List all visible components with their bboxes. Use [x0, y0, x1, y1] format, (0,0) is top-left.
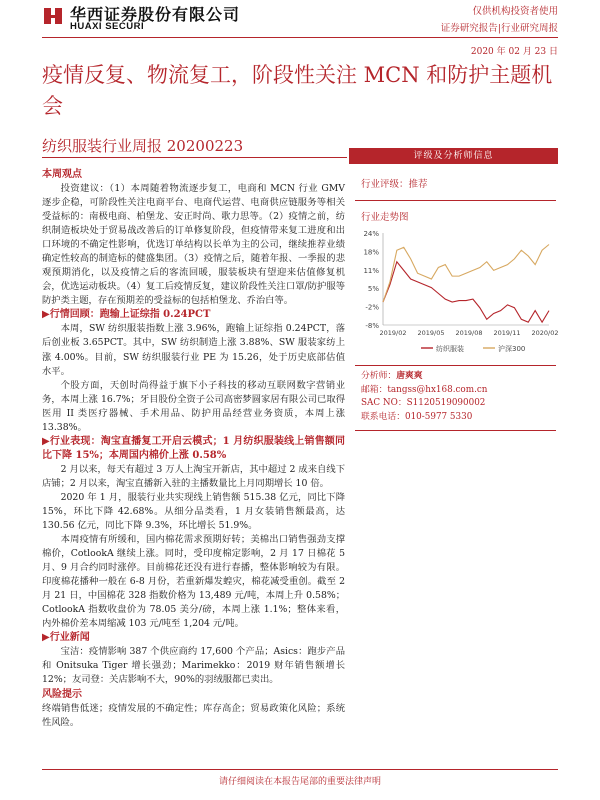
- y-tick-label: 5%: [367, 285, 379, 294]
- paragraph-risk: 终端销售低迷；疫情发展的不确定性；库存高企；贸易政策化风险；系统性风险。: [42, 702, 345, 728]
- sidebar-divider: [355, 430, 556, 431]
- analyst-sidebar: [349, 148, 558, 431]
- analyst-sac: SAC NO：S1120519090002: [361, 398, 486, 408]
- analyst-email: 邮箱：tangss@hx168.com.cn: [361, 384, 488, 395]
- header-divider: [42, 37, 558, 38]
- legal-disclaimer: 请仔细阅读在本报告尾部的重要法律声明: [218, 777, 381, 787]
- x-tick-label: 2020/02: [531, 329, 558, 337]
- x-tick-label: 2019/11: [493, 329, 521, 337]
- legend-label: 纺织服装: [436, 345, 464, 353]
- triangle-bullet-icon: ▶: [42, 632, 50, 644]
- y-tick-label: -2%: [365, 303, 379, 312]
- analyst-info: [349, 370, 558, 424]
- paragraph-investment: 投资建议：（1）本周随着物流逐步复工，电商和 MCN 行业 GMV 逐步企稳，可阶段性关注电商平台、电商代运营、电商供应链服务等相关受益标的：南极电商、柏堡龙、安正时尚、歌力思等。（2）疫情之前，纺织制造板块处于贸易战改善后的订单修复阶段，但疫情带来复工进度和出口环境的不确定性影响，优选订单结构以长单为主的公司，继续推荐业绩确定性较高的制造标的健盛集团。（3）疫情之后，随着年报、一季报的悲观预期消化，以及疫情之后的客流回暖，服装板块有望迎来估值修复机会，优选运动板块。（4）复工后疫情反复，建议阶段性关注口罩/防护服等防护类主题，存在预期差的受益标的包括柏堡龙、乔治白等。: [42, 183, 345, 307]
- company-name-en: HUAXI SECURI: [70, 21, 145, 32]
- paragraph-cotton: 本周疫情有所缓和，国内棉花需求预期好转；美棉出口销售强劲支撑棉价，CotlookA 继续上涨。同时，受印度棉定影响，2 月 17 日棉花 5 月、9 月合约同时涨停。目前棉花还没有进行春播，整体影响较为有限。印度棉花播种一般在 6-8 月份，若重新爆发蝗灾，棉花减受重创。截至 2 月 21 日，中国棉花 328 指数价格为 13,489 元/吨，本周上升 0.58%；CotlookA 指数收盘价为 78.05 美分/磅，本周上涨 1.1%；整体来看，内外棉价差本周缩减 103 元/吨至 1,204 元/吨。: [42, 534, 345, 630]
- section-heading-news: ▶行业新闻: [42, 632, 90, 644]
- paragraph-market: 本周，SW 纺织服装指数上涨 3.96%，跑输上证综指 0.24PCT，落后创业板 3.65PCT。其中，SW 纺织制造上涨 3.88%、SW 服装家纺上涨 4.00%。目前，SW 纺织服装行业 PE 为 15.26，处于历史底部估值水平。: [42, 323, 345, 377]
- report-body: [42, 168, 345, 730]
- section-heading-view: 本周观点: [42, 169, 82, 180]
- analyst-name: 唐爽爽: [396, 371, 423, 381]
- y-tick-label: -8%: [365, 322, 379, 330]
- footer-divider: [42, 769, 558, 770]
- company-name-cn: 华西证券股份有限公司: [70, 5, 241, 24]
- x-tick-label: 2019/02: [379, 329, 407, 337]
- report-type-tag: 证券研究报告|行业研究周报: [440, 23, 558, 34]
- paragraph-news: 宝洁：疫情影响 387 个供应商约 17,600 个产品；Asics：跑步产品和 Onitsuka Tiger 增长强劲；Marimekko：2019 财年销售额增长 12%；友司登：关店影响不大，90%的羽绒服都已卖出。: [42, 646, 345, 686]
- audience-tag: 仅供机构投资者使用: [472, 6, 558, 17]
- analyst-phone: 联系电话：010-5977 5330: [361, 411, 473, 422]
- report-subtitle: 纺织服装行业周报 20200223: [42, 137, 244, 155]
- subtitle-divider: [42, 157, 347, 158]
- industry-rating: 行业评级：推荐: [361, 179, 428, 190]
- paragraph-sales: 2020 年 1 月，服装行业共实现线上销售额 515.38 亿元，同比下降 15%，环比下降 42.68%。从细分品类看，1 月女装销售额最高，达 130.56 亿元，同比下降 9.3%，环比增长 51.9%。: [42, 491, 345, 531]
- analyst-line: 分析师：唐爽爽: [361, 371, 423, 381]
- x-tick-label: 2019/05: [417, 329, 445, 337]
- y-tick-label: 24%: [363, 230, 379, 238]
- report-date: 2020 年 02 月 23 日: [470, 47, 558, 57]
- triangle-bullet-icon: ▶: [42, 309, 50, 321]
- legend-label: 沪深300: [498, 345, 526, 353]
- paragraph-taobao: 2 月以来，每天有超过 3 万人上淘宝开新店，其中超过 2 成来自线下店铺；2 月以来，淘宝直播新入驻的主播数量比上月同期增长 10 倍。: [42, 463, 345, 489]
- report-title: 疫情反复、物流复工，阶段性关注 MCN 和防护主题机会: [42, 63, 553, 118]
- series-line-2: [383, 245, 549, 303]
- section-heading-risk: 风险提示: [42, 688, 82, 700]
- y-tick-label: 18%: [363, 248, 379, 257]
- triangle-bullet-icon: ▶: [42, 435, 50, 447]
- y-tick-label: 11%: [363, 266, 379, 275]
- company-logo-icon: [42, 4, 64, 26]
- sidebar-header: 评级及分析师信息: [349, 148, 558, 164]
- x-tick-label: 2019/08: [455, 329, 483, 337]
- sidebar-divider: [355, 365, 556, 366]
- sidebar-divider: [355, 200, 556, 201]
- section-heading-market: ▶行情回顾：跑输上证综指 0.24PCT: [42, 309, 211, 321]
- paragraph-stocks: 个股方面，天创时尚得益于旗下小子科技的移动互联网数字营销业务，本周上涨 16.7%；牙目股份全资子公司高密梦圆家居有限公司已取得医用 II 类医疗器械、手术用品、防护用品经营业务资质，本周上涨 13.38%。: [42, 379, 345, 433]
- trend-chart-title: 行业走势图: [361, 212, 409, 223]
- series-line-1: [383, 262, 549, 322]
- trend-chart: [349, 227, 558, 357]
- section-heading-industry: ▶行业表现：淘宝直播复工开启云模式；1 月纺织服装线上销售额同比下降 15%；本周国内棉价上涨 0.58%: [42, 435, 345, 461]
